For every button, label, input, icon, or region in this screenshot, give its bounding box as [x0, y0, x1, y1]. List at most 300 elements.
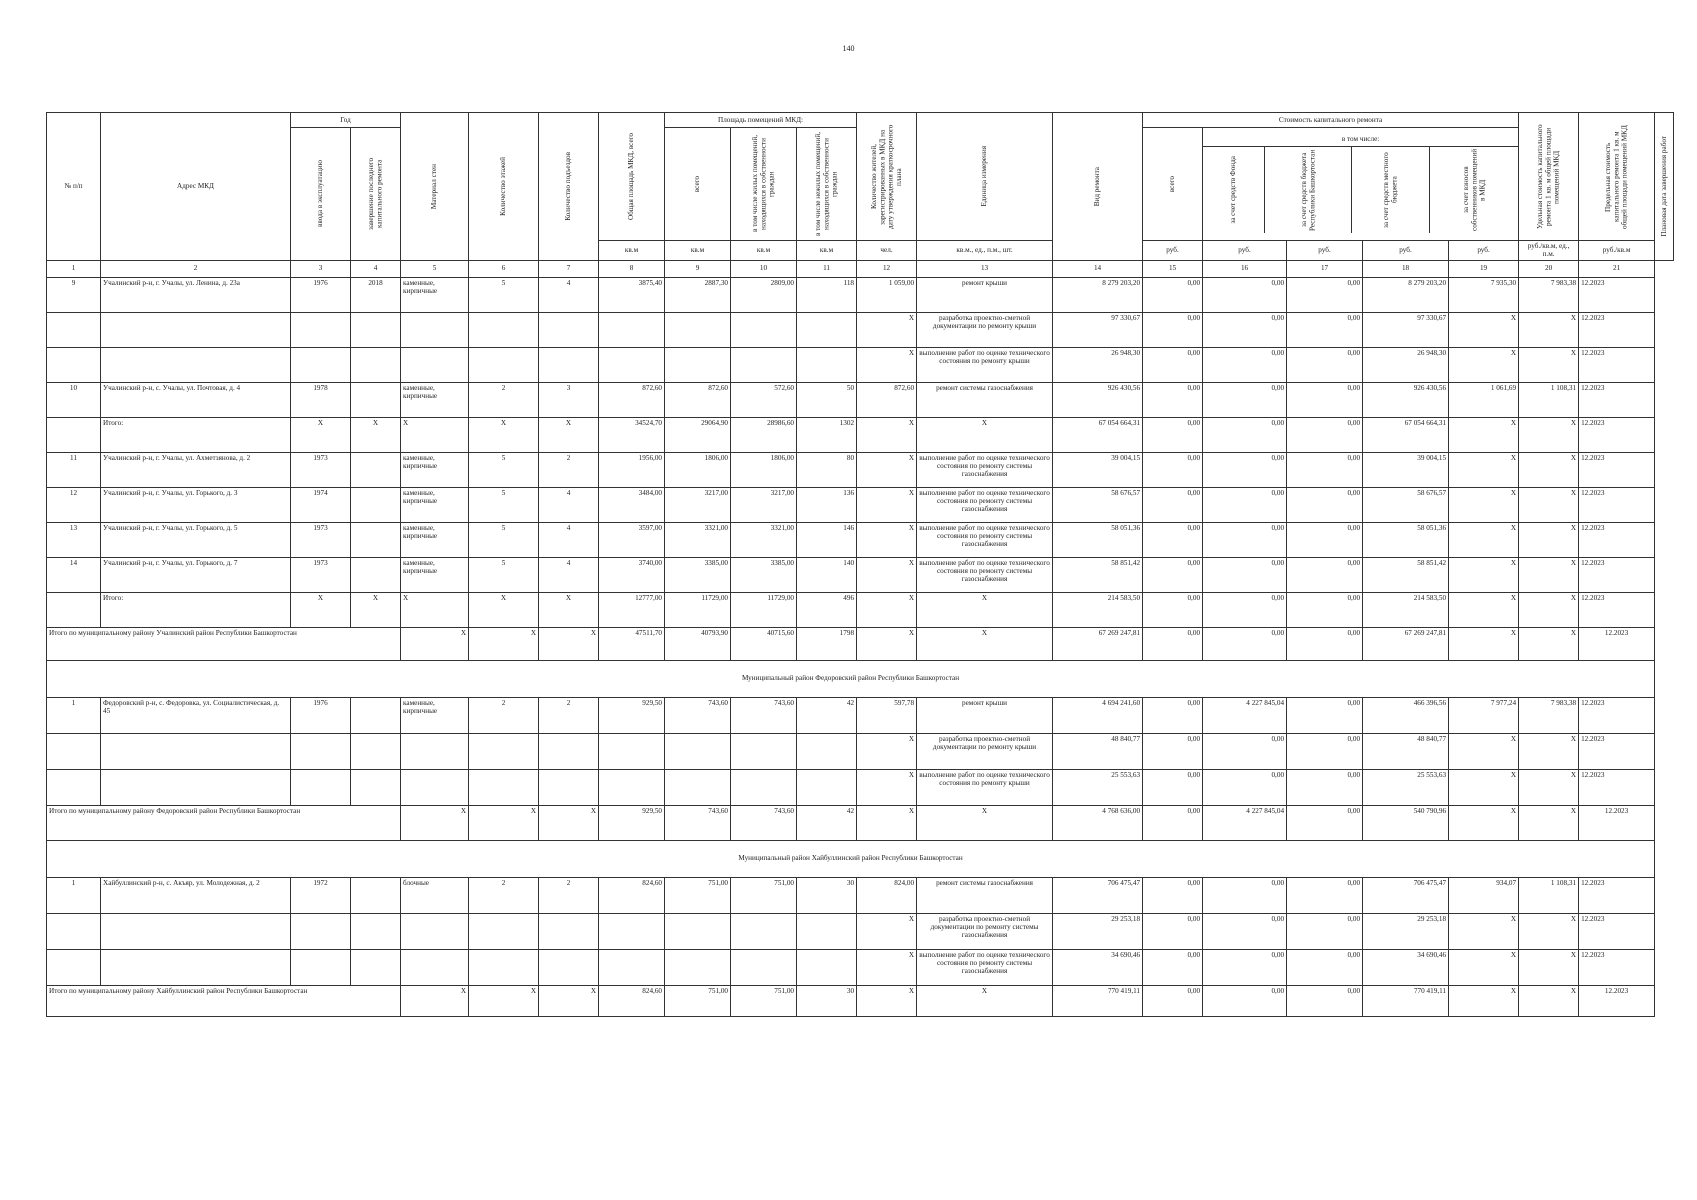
unit-measure: кв.м., ед., п.м., шт. [917, 241, 1053, 261]
cell-cost-owners: X [1449, 949, 1519, 985]
cell-area-nonresidential [797, 769, 857, 805]
table-row [47, 452, 1674, 487]
header-work [1053, 113, 1143, 261]
cell-area-all: 11729,00 [665, 592, 731, 627]
district-total-row [47, 805, 1674, 840]
cell-area-residential [731, 347, 797, 382]
cell-year-built: 1974 [291, 487, 351, 522]
cell-floors [469, 913, 539, 949]
cell-cost-owners: X [1449, 452, 1519, 487]
cell-address: Учалинский р-н, г. Учалы, ул. Ахметзянова, д. 2 [101, 452, 291, 487]
cell-cost-fund: 0,00 [1203, 452, 1287, 487]
cell-area-nonresidential: 30 [797, 985, 857, 1016]
cell-year-last-repair: 2018 [351, 277, 401, 312]
cell-cost-total: 0,00 [1143, 557, 1203, 592]
cell-work-type: 39 004,15 [1053, 452, 1143, 487]
cell-address [101, 769, 291, 805]
cell-cost-budget-local: 25 553,63 [1363, 769, 1449, 805]
cell-cost-budget-rb: 0,00 [1287, 592, 1363, 627]
cell-cost-budget-local: 8 279 203,20 [1363, 277, 1449, 312]
cell-cost-budget-local: 39 004,15 [1363, 452, 1449, 487]
cell-floors [469, 733, 539, 769]
col-num: 2 [101, 260, 291, 277]
cell-total-area: 47511,70 [599, 627, 665, 660]
header-cost-all [1143, 128, 1203, 241]
cell-floors: X [469, 985, 539, 1016]
cell-cost-fund: 0,00 [1203, 277, 1287, 312]
cell-cost-total: 0,00 [1143, 277, 1203, 312]
col-num: 3 [291, 260, 351, 277]
cell-wall-material: блочные [401, 877, 469, 913]
cell-cost-fund: 0,00 [1203, 627, 1287, 660]
cell-unit-cost: X [1519, 769, 1579, 805]
cell-year-last-repair [351, 877, 401, 913]
cell-area-residential: 3321,00 [731, 522, 797, 557]
cell-year-built [291, 769, 351, 805]
page-number: 140 [842, 44, 855, 53]
cell-cost-fund: 4 227 845,04 [1203, 805, 1287, 840]
cell-year-last-repair [351, 949, 401, 985]
cell-floors: 5 [469, 557, 539, 592]
cell-cost-fund: 0,00 [1203, 312, 1287, 347]
col-num: 4 [351, 260, 401, 277]
cell-cost-budget-rb: 0,00 [1287, 312, 1363, 347]
header-area-all-text: всего [693, 175, 702, 193]
cell-area-residential [731, 913, 797, 949]
header-area-resid [731, 128, 797, 241]
cell-wall-material: каменные, кирпичные [401, 487, 469, 522]
header-area-nonres-text: в том числе нежилых помещений, находящихся в собственности граждан [814, 131, 839, 237]
cell-residents: 1 059,00 [857, 277, 917, 312]
cell-area-residential: 751,00 [731, 985, 797, 1016]
header-area-resid-text: в том числе жилых помещений, находящихся в собственности граждан [751, 135, 776, 233]
section-heading: Муниципальный район Хайбуллинский район Республики Башкортостан [47, 840, 1655, 877]
cell-year-built: 1976 [291, 697, 351, 733]
cell-entrances: 4 [539, 487, 599, 522]
cell-floors: 2 [469, 382, 539, 417]
cell-floors: 5 [469, 452, 539, 487]
cell-limit-cost: 12.2023 [1579, 985, 1655, 1016]
cell-measure-unit: разработка проектно-сметной документации по ремонту крыши [917, 733, 1053, 769]
cell-cost-budget-local: 58 676,57 [1363, 487, 1449, 522]
cell-row-number [47, 769, 101, 805]
cell-wall-material: X [401, 627, 469, 660]
cell-cost-total: 0,00 [1143, 697, 1203, 733]
cell-area-nonresidential [797, 347, 857, 382]
cell-year-last-repair: X [351, 592, 401, 627]
cell-floors [469, 347, 539, 382]
cell-work-type: 34 690,46 [1053, 949, 1143, 985]
cell-cost-budget-local: 29 253,18 [1363, 913, 1449, 949]
cell-residents: X [857, 557, 917, 592]
col-num: 15 [1143, 260, 1203, 277]
cell-measure-unit: ремонт системы газоснабжения [917, 382, 1053, 417]
cell-cost-total: 0,00 [1143, 592, 1203, 627]
cell-year-built: X [291, 592, 351, 627]
cell-total-area: 3740,00 [599, 557, 665, 592]
cell-address [101, 949, 291, 985]
cell-cost-budget-rb: 0,00 [1287, 877, 1363, 913]
cell-work-type: 29 253,18 [1053, 913, 1143, 949]
cell-address: Хайбуллинский р-н, с. Акъяр, ул. Молодежная, д. 2 [101, 877, 291, 913]
fedorovka-total [47, 805, 1674, 840]
cell-cost-fund: 0,00 [1203, 769, 1287, 805]
cell-cost-budget-rb: 0,00 [1287, 522, 1363, 557]
cell-area-nonresidential: 496 [797, 592, 857, 627]
cell-row-number: 14 [47, 557, 101, 592]
cell-measure-unit: выполнение работ по оценке технического состояния по ремонту системы газоснабжения [917, 452, 1053, 487]
cell-cost-total: 0,00 [1143, 913, 1203, 949]
cell-cost-total: 0,00 [1143, 522, 1203, 557]
header-incl-block [1203, 128, 1519, 241]
cell-cost-fund: 0,00 [1203, 877, 1287, 913]
cell-entrances [539, 769, 599, 805]
cell-cost-total: 0,00 [1143, 877, 1203, 913]
cell-unit-cost: 1 108,31 [1519, 382, 1579, 417]
cell-total-area: 824,60 [599, 985, 665, 1016]
cell-area-all: 1806,00 [665, 452, 731, 487]
cell-area-residential: 743,60 [731, 697, 797, 733]
cell-year-built: 1973 [291, 557, 351, 592]
cell-area-residential: 3217,00 [731, 487, 797, 522]
cell-area-nonresidential [797, 312, 857, 347]
cell-cost-owners: 1 061,69 [1449, 382, 1519, 417]
cell-cost-budget-local: 466 396,56 [1363, 697, 1449, 733]
cell-address: Учалинский р-н, г. Учалы, ул. Горького, д. 5 [101, 522, 291, 557]
cell-wall-material: каменные, кирпичные [401, 382, 469, 417]
header-year-last [351, 128, 401, 261]
unit-area-resid: кв.м [731, 241, 797, 261]
col-num: 7 [539, 260, 599, 277]
cell-work-type: 97 330,67 [1053, 312, 1143, 347]
table-row [47, 592, 1674, 627]
cell-unit-cost: X [1519, 805, 1579, 840]
cell-year-built [291, 949, 351, 985]
cell-cost-budget-local: 26 948,30 [1363, 347, 1449, 382]
cell-wall-material [401, 733, 469, 769]
cell-area-nonresidential [797, 949, 857, 985]
cell-cost-total: 0,00 [1143, 985, 1203, 1016]
cell-cost-fund: 0,00 [1203, 733, 1287, 769]
header-owners [1430, 147, 1518, 233]
cell-total-area [599, 312, 665, 347]
cell-limit-cost: 12.2023 [1579, 733, 1655, 769]
cell-residents: 824,00 [857, 877, 917, 913]
cell-address: Федоровский р-н, с. Федоровка, ул. Социалистическая, д. 45 [101, 697, 291, 733]
cell-area-nonresidential: 30 [797, 877, 857, 913]
cell-entrances: 4 [539, 557, 599, 592]
header-area-group: Площадь помещений МКД: [665, 113, 857, 128]
cell-floors: 5 [469, 277, 539, 312]
cell-address [101, 733, 291, 769]
cell-year-last-repair [351, 913, 401, 949]
cell-wall-material [401, 949, 469, 985]
cell-floors [469, 312, 539, 347]
cell-cost-owners: X [1449, 913, 1519, 949]
cell-cost-fund: 0,00 [1203, 985, 1287, 1016]
cell-cost-fund: 0,00 [1203, 522, 1287, 557]
cell-cost-total: 0,00 [1143, 805, 1203, 840]
cell-row-number: 9 [47, 277, 101, 312]
cell-area-residential: 11729,00 [731, 592, 797, 627]
cell-area-residential [731, 949, 797, 985]
cell-total-area: 34524,70 [599, 417, 665, 452]
header-fund-text: за счет средств Фонда [1229, 156, 1238, 224]
cell-cost-fund: 0,00 [1203, 382, 1287, 417]
cell-address: Учалинский р-н, г. Учалы, ул. Ленина, д. 23а [101, 277, 291, 312]
cell-limit-cost: 12.2023 [1579, 805, 1655, 840]
cell-year-last-repair: X [351, 417, 401, 452]
cell-total-area [599, 769, 665, 805]
cell-area-nonresidential: 140 [797, 557, 857, 592]
cell-cost-total: 0,00 [1143, 487, 1203, 522]
header-limit-cost-text: Предельная стоимость капитального ремонта 1 кв. м общей площади помещений МКД [1604, 124, 1629, 229]
cell-year-last-repair [351, 769, 401, 805]
cell-entrances: 2 [539, 697, 599, 733]
cell-wall-material: X [401, 417, 469, 452]
cell-cost-owners: X [1449, 627, 1519, 660]
cell-address: Учалинский р-н, г. Учалы, ул. Горького, д. 3 [101, 487, 291, 522]
cell-unit-cost: X [1519, 487, 1579, 522]
capital-repair-table [46, 112, 1674, 1017]
cell-unit-cost: 7 983,38 [1519, 697, 1579, 733]
cell-cost-total: 0,00 [1143, 312, 1203, 347]
cell-area-nonresidential: 146 [797, 522, 857, 557]
district-total-row [47, 985, 1674, 1016]
cell-area-all: 872,60 [665, 382, 731, 417]
cell-unit-cost: X [1519, 627, 1579, 660]
unit-total-area: кв.м [599, 241, 665, 261]
cell-area-nonresidential [797, 733, 857, 769]
cell-work-type: 58 676,57 [1053, 487, 1143, 522]
table-row [47, 417, 1674, 452]
header-incl: в том числе: [1203, 135, 1518, 147]
cell-area-residential [731, 769, 797, 805]
cell-measure-unit: X [917, 985, 1053, 1016]
cell-area-all [665, 312, 731, 347]
table-row [47, 382, 1674, 417]
cell-limit-cost: 12.2023 [1579, 277, 1655, 312]
header-total-area [599, 113, 665, 241]
col-num: 1 [47, 260, 101, 277]
cell-cost-budget-rb: 0,00 [1287, 949, 1363, 985]
haybullino-rows [47, 877, 1674, 985]
cell-area-nonresidential: 118 [797, 277, 857, 312]
cell-measure-unit: разработка проектно-сметной документации по ремонту системы газоснабжения [917, 913, 1053, 949]
header-entrances [539, 113, 599, 261]
cell-wall-material: X [401, 805, 469, 840]
cell-cost-budget-rb: 0,00 [1287, 277, 1363, 312]
cell-total-area: 872,60 [599, 382, 665, 417]
cell-area-all: 743,60 [665, 697, 731, 733]
cell-work-type: 214 583,50 [1053, 592, 1143, 627]
cell-cost-budget-rb: 0,00 [1287, 452, 1363, 487]
cell-area-all [665, 913, 731, 949]
cell-entrances [539, 913, 599, 949]
cell-work-type: 67 054 664,31 [1053, 417, 1143, 452]
cell-cost-budget-local: 34 690,46 [1363, 949, 1449, 985]
col-num: 11 [797, 260, 857, 277]
header-year-built-text: ввода в эксплуатацию [316, 160, 325, 228]
cell-cost-budget-rb: 0,00 [1287, 627, 1363, 660]
cell-floors: 5 [469, 487, 539, 522]
cell-work-type: 58 851,42 [1053, 557, 1143, 592]
header-walls-text: Материал стен [430, 163, 439, 209]
cell-address [101, 913, 291, 949]
cell-year-built [291, 347, 351, 382]
col-num: 14 [1053, 260, 1143, 277]
cell-area-residential: 572,60 [731, 382, 797, 417]
cell-year-last-repair [351, 522, 401, 557]
cell-total-area: 824,60 [599, 877, 665, 913]
cell-work-type: 58 051,36 [1053, 522, 1143, 557]
cell-floors: X [469, 417, 539, 452]
cell-residents: X [857, 417, 917, 452]
cell-residents: 597,78 [857, 697, 917, 733]
cell-cost-budget-rb: 0,00 [1287, 382, 1363, 417]
col-num: 16 [1203, 260, 1287, 277]
cell-wall-material: X [401, 985, 469, 1016]
cell-unit-cost: X [1519, 985, 1579, 1016]
cell-area-residential [731, 312, 797, 347]
table-row [47, 487, 1674, 522]
cell-total-area: 929,50 [599, 805, 665, 840]
cell-unit-cost: 1 108,31 [1519, 877, 1579, 913]
cell-measure-unit: выполнение работ по оценке технического состояния по ремонту системы газоснабжения [917, 487, 1053, 522]
cell-cost-budget-local: 48 840,77 [1363, 733, 1449, 769]
col-num: 5 [401, 260, 469, 277]
unit-unit-cost: руб./кв.м, ед., п.м. [1519, 241, 1579, 261]
cell-cost-budget-local: 214 583,50 [1363, 592, 1449, 627]
cell-limit-cost: 12.2023 [1579, 877, 1655, 913]
col-num: 6 [469, 260, 539, 277]
cell-cost-fund: 4 227 845,04 [1203, 697, 1287, 733]
cell-wall-material: каменные, кирпичные [401, 557, 469, 592]
col-num: 21 [1579, 260, 1655, 277]
cell-wall-material: каменные, кирпичные [401, 452, 469, 487]
unit-area-all: кв.м [665, 241, 731, 261]
cell-residents: X [857, 522, 917, 557]
cell-cost-owners: X [1449, 417, 1519, 452]
header-unit-cost-text: Удельная стоимость капитального ремонта 1 кв. м общей площади помещений МКД [1536, 124, 1561, 229]
cell-address [101, 312, 291, 347]
cell-cost-owners: 7 977,24 [1449, 697, 1519, 733]
cell-limit-cost: 12.2023 [1579, 627, 1655, 660]
cell-total-area: 929,50 [599, 697, 665, 733]
cell-unit-cost: X [1519, 347, 1579, 382]
cell-work-type: 48 840,77 [1053, 733, 1143, 769]
cell-cost-budget-local: 770 419,11 [1363, 985, 1449, 1016]
cell-residents: X [857, 769, 917, 805]
cell-unit-cost: X [1519, 949, 1579, 985]
table-row [47, 347, 1674, 382]
cell-year-last-repair [351, 487, 401, 522]
cell-cost-total: 0,00 [1143, 949, 1203, 985]
cell-limit-cost: 12.2023 [1579, 769, 1655, 805]
cell-cost-budget-local: 926 430,56 [1363, 382, 1449, 417]
cell-floors: X [469, 592, 539, 627]
table-row [47, 522, 1674, 557]
cell-residents: X [857, 452, 917, 487]
cell-area-all: 3321,00 [665, 522, 731, 557]
cell-limit-cost: 12.2023 [1579, 487, 1655, 522]
cell-work-type: 706 475,47 [1053, 877, 1143, 913]
cell-work-type: 4 768 636,00 [1053, 805, 1143, 840]
cell-measure-unit: выполнение работ по оценке технического состояния по ремонту крыши [917, 769, 1053, 805]
cell-area-all: 3217,00 [665, 487, 731, 522]
cell-year-last-repair [351, 312, 401, 347]
district-total-label: Итого по муниципальному району Учалинский район Республики Башкортостан [47, 627, 401, 660]
cell-wall-material [401, 769, 469, 805]
cell-floors: 2 [469, 877, 539, 913]
cell-cost-budget-local: 706 475,47 [1363, 877, 1449, 913]
cell-residents: X [857, 913, 917, 949]
cell-row-number [47, 949, 101, 985]
table-row [47, 557, 1674, 592]
cell-floors: 2 [469, 697, 539, 733]
cell-work-type: 67 269 247,81 [1053, 627, 1143, 660]
header-year: Год [291, 113, 401, 128]
cell-cost-budget-rb: 0,00 [1287, 769, 1363, 805]
cell-area-all: 751,00 [665, 877, 731, 913]
cell-cost-total: 0,00 [1143, 769, 1203, 805]
cell-year-built [291, 312, 351, 347]
cell-year-last-repair [351, 452, 401, 487]
col-num: 17 [1287, 260, 1363, 277]
cell-cost-owners: X [1449, 733, 1519, 769]
cell-cost-fund: 0,00 [1203, 913, 1287, 949]
cell-limit-cost: 12.2023 [1579, 382, 1655, 417]
cell-area-residential: 28986,60 [731, 417, 797, 452]
cell-limit-cost: 12.2023 [1579, 312, 1655, 347]
cell-cost-budget-local: 540 790,96 [1363, 805, 1449, 840]
cell-area-all: 751,00 [665, 985, 731, 1016]
cell-cost-total: 0,00 [1143, 452, 1203, 487]
cell-cost-fund: 0,00 [1203, 557, 1287, 592]
cell-cost-budget-rb: 0,00 [1287, 347, 1363, 382]
header-cost-group: Стоимость капитального ремонта [1143, 113, 1519, 128]
col-num: 8 [599, 260, 665, 277]
table-row [47, 913, 1674, 949]
cell-area-all: 2887,30 [665, 277, 731, 312]
header-residents [857, 113, 917, 241]
cell-cost-fund: 0,00 [1203, 487, 1287, 522]
header-unit-cost [1519, 113, 1579, 241]
cell-entrances: X [539, 627, 599, 660]
cell-floors [469, 949, 539, 985]
cell-cost-budget-rb: 0,00 [1287, 557, 1363, 592]
cell-measure-unit: выполнение работ по оценке технического состояния по ремонту системы газоснабжения [917, 557, 1053, 592]
cell-floors: X [469, 805, 539, 840]
header-budget-rb [1265, 147, 1352, 233]
uchaly-total [47, 627, 1674, 660]
cell-cost-budget-local: 58 851,42 [1363, 557, 1449, 592]
cell-measure-unit: X [917, 627, 1053, 660]
cell-year-built [291, 913, 351, 949]
cell-residents: X [857, 949, 917, 985]
cell-work-type: 25 553,63 [1053, 769, 1143, 805]
cell-cost-budget-rb: 0,00 [1287, 697, 1363, 733]
cell-cost-budget-rb: 0,00 [1287, 487, 1363, 522]
cell-year-built: 1973 [291, 452, 351, 487]
cell-unit-cost: X [1519, 312, 1579, 347]
cell-area-residential: 2809,00 [731, 277, 797, 312]
cell-cost-owners: X [1449, 522, 1519, 557]
cell-total-area [599, 347, 665, 382]
cell-address: Итого: [101, 592, 291, 627]
cell-area-residential: 3385,00 [731, 557, 797, 592]
table-row [47, 697, 1674, 733]
